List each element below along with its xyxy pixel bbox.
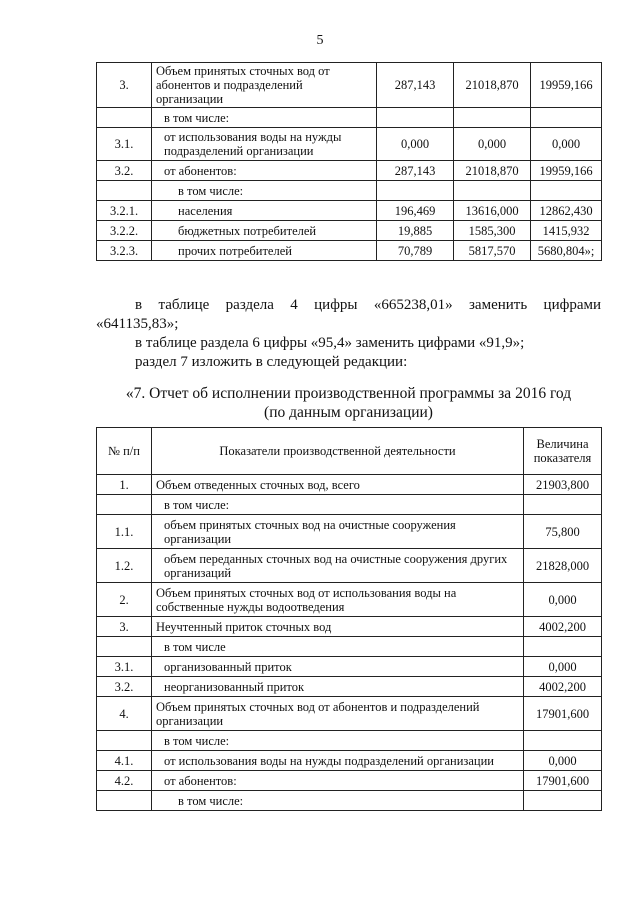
row-label: от абонентов:	[152, 161, 377, 181]
value-cell: 13616,000	[454, 201, 531, 221]
table-row	[97, 617, 602, 637]
table-header-row	[97, 428, 602, 475]
row-number: 3.1.	[97, 128, 152, 161]
row-label: прочих потребителей	[152, 241, 377, 261]
table-row	[97, 161, 602, 181]
production-table-continued	[96, 62, 602, 261]
row-label: от использования воды на нужды подразделений организации	[152, 751, 524, 771]
value-cell	[377, 108, 454, 128]
row-number: 3.	[97, 617, 152, 637]
value-cell	[524, 731, 602, 751]
row-number	[97, 181, 152, 201]
row-label: Объем отведенных сточных вод, всего	[152, 475, 524, 495]
row-number: 4.	[97, 697, 152, 731]
header-indicator: Показатели производственной деятельности	[152, 428, 524, 475]
table-row	[97, 583, 602, 617]
row-number: 3.1.	[97, 657, 152, 677]
row-number: 3.2.3.	[97, 241, 152, 261]
row-number	[97, 731, 152, 751]
value-cell: 21018,870	[454, 63, 531, 108]
value-cell: 5680,804»;	[531, 241, 602, 261]
table-row	[97, 221, 602, 241]
instruction-line-2: в таблице раздела 6 цифры «95,4» заменить цифрами «91,9»;	[135, 335, 525, 351]
value-cell	[524, 791, 602, 811]
row-number: 1.1.	[97, 515, 152, 549]
page-number: 5	[316, 33, 324, 48]
value-cell: 5817,570	[454, 241, 531, 261]
row-number: 3.2.	[97, 677, 152, 697]
value-cell: 287,143	[377, 63, 454, 108]
value-cell: 19959,166	[531, 63, 602, 108]
row-label: в том числе:	[152, 731, 524, 751]
table-row	[97, 751, 602, 771]
row-label: неорганизованный приток	[152, 677, 524, 697]
row-label: в том числе:	[152, 791, 524, 811]
table-row	[97, 475, 602, 495]
table-row	[97, 637, 602, 657]
table-row	[97, 241, 602, 261]
row-label: бюджетных потребителей	[152, 221, 377, 241]
row-label: от абонентов:	[152, 771, 524, 791]
value-cell: 0,000	[454, 128, 531, 161]
table-row	[97, 63, 602, 108]
row-label: Объем принятых сточных вод от использования воды на собственные нужды водоотведения	[152, 583, 524, 617]
row-number	[97, 108, 152, 128]
row-number: 3.2.1.	[97, 201, 152, 221]
row-number: 3.2.2.	[97, 221, 152, 241]
value-cell: 17901,600	[524, 697, 602, 731]
row-number: 4.2.	[97, 771, 152, 791]
header-value: Величина показателя	[524, 428, 602, 475]
value-cell: 21828,000	[524, 549, 602, 583]
value-cell: 4002,200	[524, 677, 602, 697]
value-cell: 0,000	[377, 128, 454, 161]
instruction-line-1-continued: «641135,83»;	[96, 316, 179, 332]
value-cell	[377, 181, 454, 201]
row-label: Объем принятых сточных вод от абонентов и подразделений организации	[152, 63, 377, 108]
row-label: в том числе:	[152, 108, 377, 128]
row-label: в том числе:	[152, 495, 524, 515]
value-cell: 1585,300	[454, 221, 531, 241]
instruction-line-3: раздел 7 изложить в следующей редакции:	[135, 354, 408, 370]
table-row	[97, 697, 602, 731]
table-row	[97, 677, 602, 697]
value-cell	[524, 637, 602, 657]
value-cell: 19,885	[377, 221, 454, 241]
production-program-report-table	[96, 427, 602, 811]
value-cell: 70,789	[377, 241, 454, 261]
row-number: 3.2.	[97, 161, 152, 181]
table-row	[97, 657, 602, 677]
value-cell: 21018,870	[454, 161, 531, 181]
value-cell	[531, 181, 602, 201]
row-number	[97, 495, 152, 515]
section-title: «7. Отчет об исполнении производственной программы за 2016 год	[125, 385, 572, 402]
value-cell: 12862,430	[531, 201, 602, 221]
instruction-line-1: в таблице раздела 4 цифры «665238,01» заменить цифрами	[135, 297, 601, 313]
table-row	[97, 181, 602, 201]
value-cell: 0,000	[524, 751, 602, 771]
table-row	[97, 731, 602, 751]
value-cell: 1415,932	[531, 221, 602, 241]
table-row	[97, 128, 602, 161]
row-label: объем принятых сточных вод на очистные сооружения организации	[152, 515, 524, 549]
section-subtitle: (по данным организации)	[264, 404, 433, 421]
header-number: № п/п	[97, 428, 152, 475]
value-cell: 75,800	[524, 515, 602, 549]
row-label: в том числе:	[152, 181, 377, 201]
row-number: 1.	[97, 475, 152, 495]
row-number	[97, 791, 152, 811]
value-cell: 0,000	[524, 583, 602, 617]
row-label: Объем принятых сточных вод от абонентов и подразделений организации	[152, 697, 524, 731]
row-label: населения	[152, 201, 377, 221]
row-number: 2.	[97, 583, 152, 617]
value-cell	[454, 181, 531, 201]
value-cell: 19959,166	[531, 161, 602, 181]
row-label: в том числе	[152, 637, 524, 657]
value-cell	[531, 108, 602, 128]
table-row	[97, 201, 602, 221]
row-number	[97, 637, 152, 657]
table-row	[97, 771, 602, 791]
table-row	[97, 515, 602, 549]
value-cell: 4002,200	[524, 617, 602, 637]
value-cell: 17901,600	[524, 771, 602, 791]
value-cell: 21903,800	[524, 475, 602, 495]
row-label: объем переданных сточных вод на очистные сооружения других организаций	[152, 549, 524, 583]
value-cell: 196,469	[377, 201, 454, 221]
value-cell: 0,000	[531, 128, 602, 161]
row-label: организованный приток	[152, 657, 524, 677]
value-cell: 0,000	[524, 657, 602, 677]
table-row	[97, 549, 602, 583]
value-cell	[524, 495, 602, 515]
row-number: 4.1.	[97, 751, 152, 771]
row-label: от использования воды на нужды подразделений организации	[152, 128, 377, 161]
table-row	[97, 108, 602, 128]
value-cell	[454, 108, 531, 128]
row-number: 3.	[97, 63, 152, 108]
row-number: 1.2.	[97, 549, 152, 583]
value-cell: 287,143	[377, 161, 454, 181]
row-label: Неучтенный приток сточных вод	[152, 617, 524, 637]
table-row	[97, 495, 602, 515]
table-row	[97, 791, 602, 811]
